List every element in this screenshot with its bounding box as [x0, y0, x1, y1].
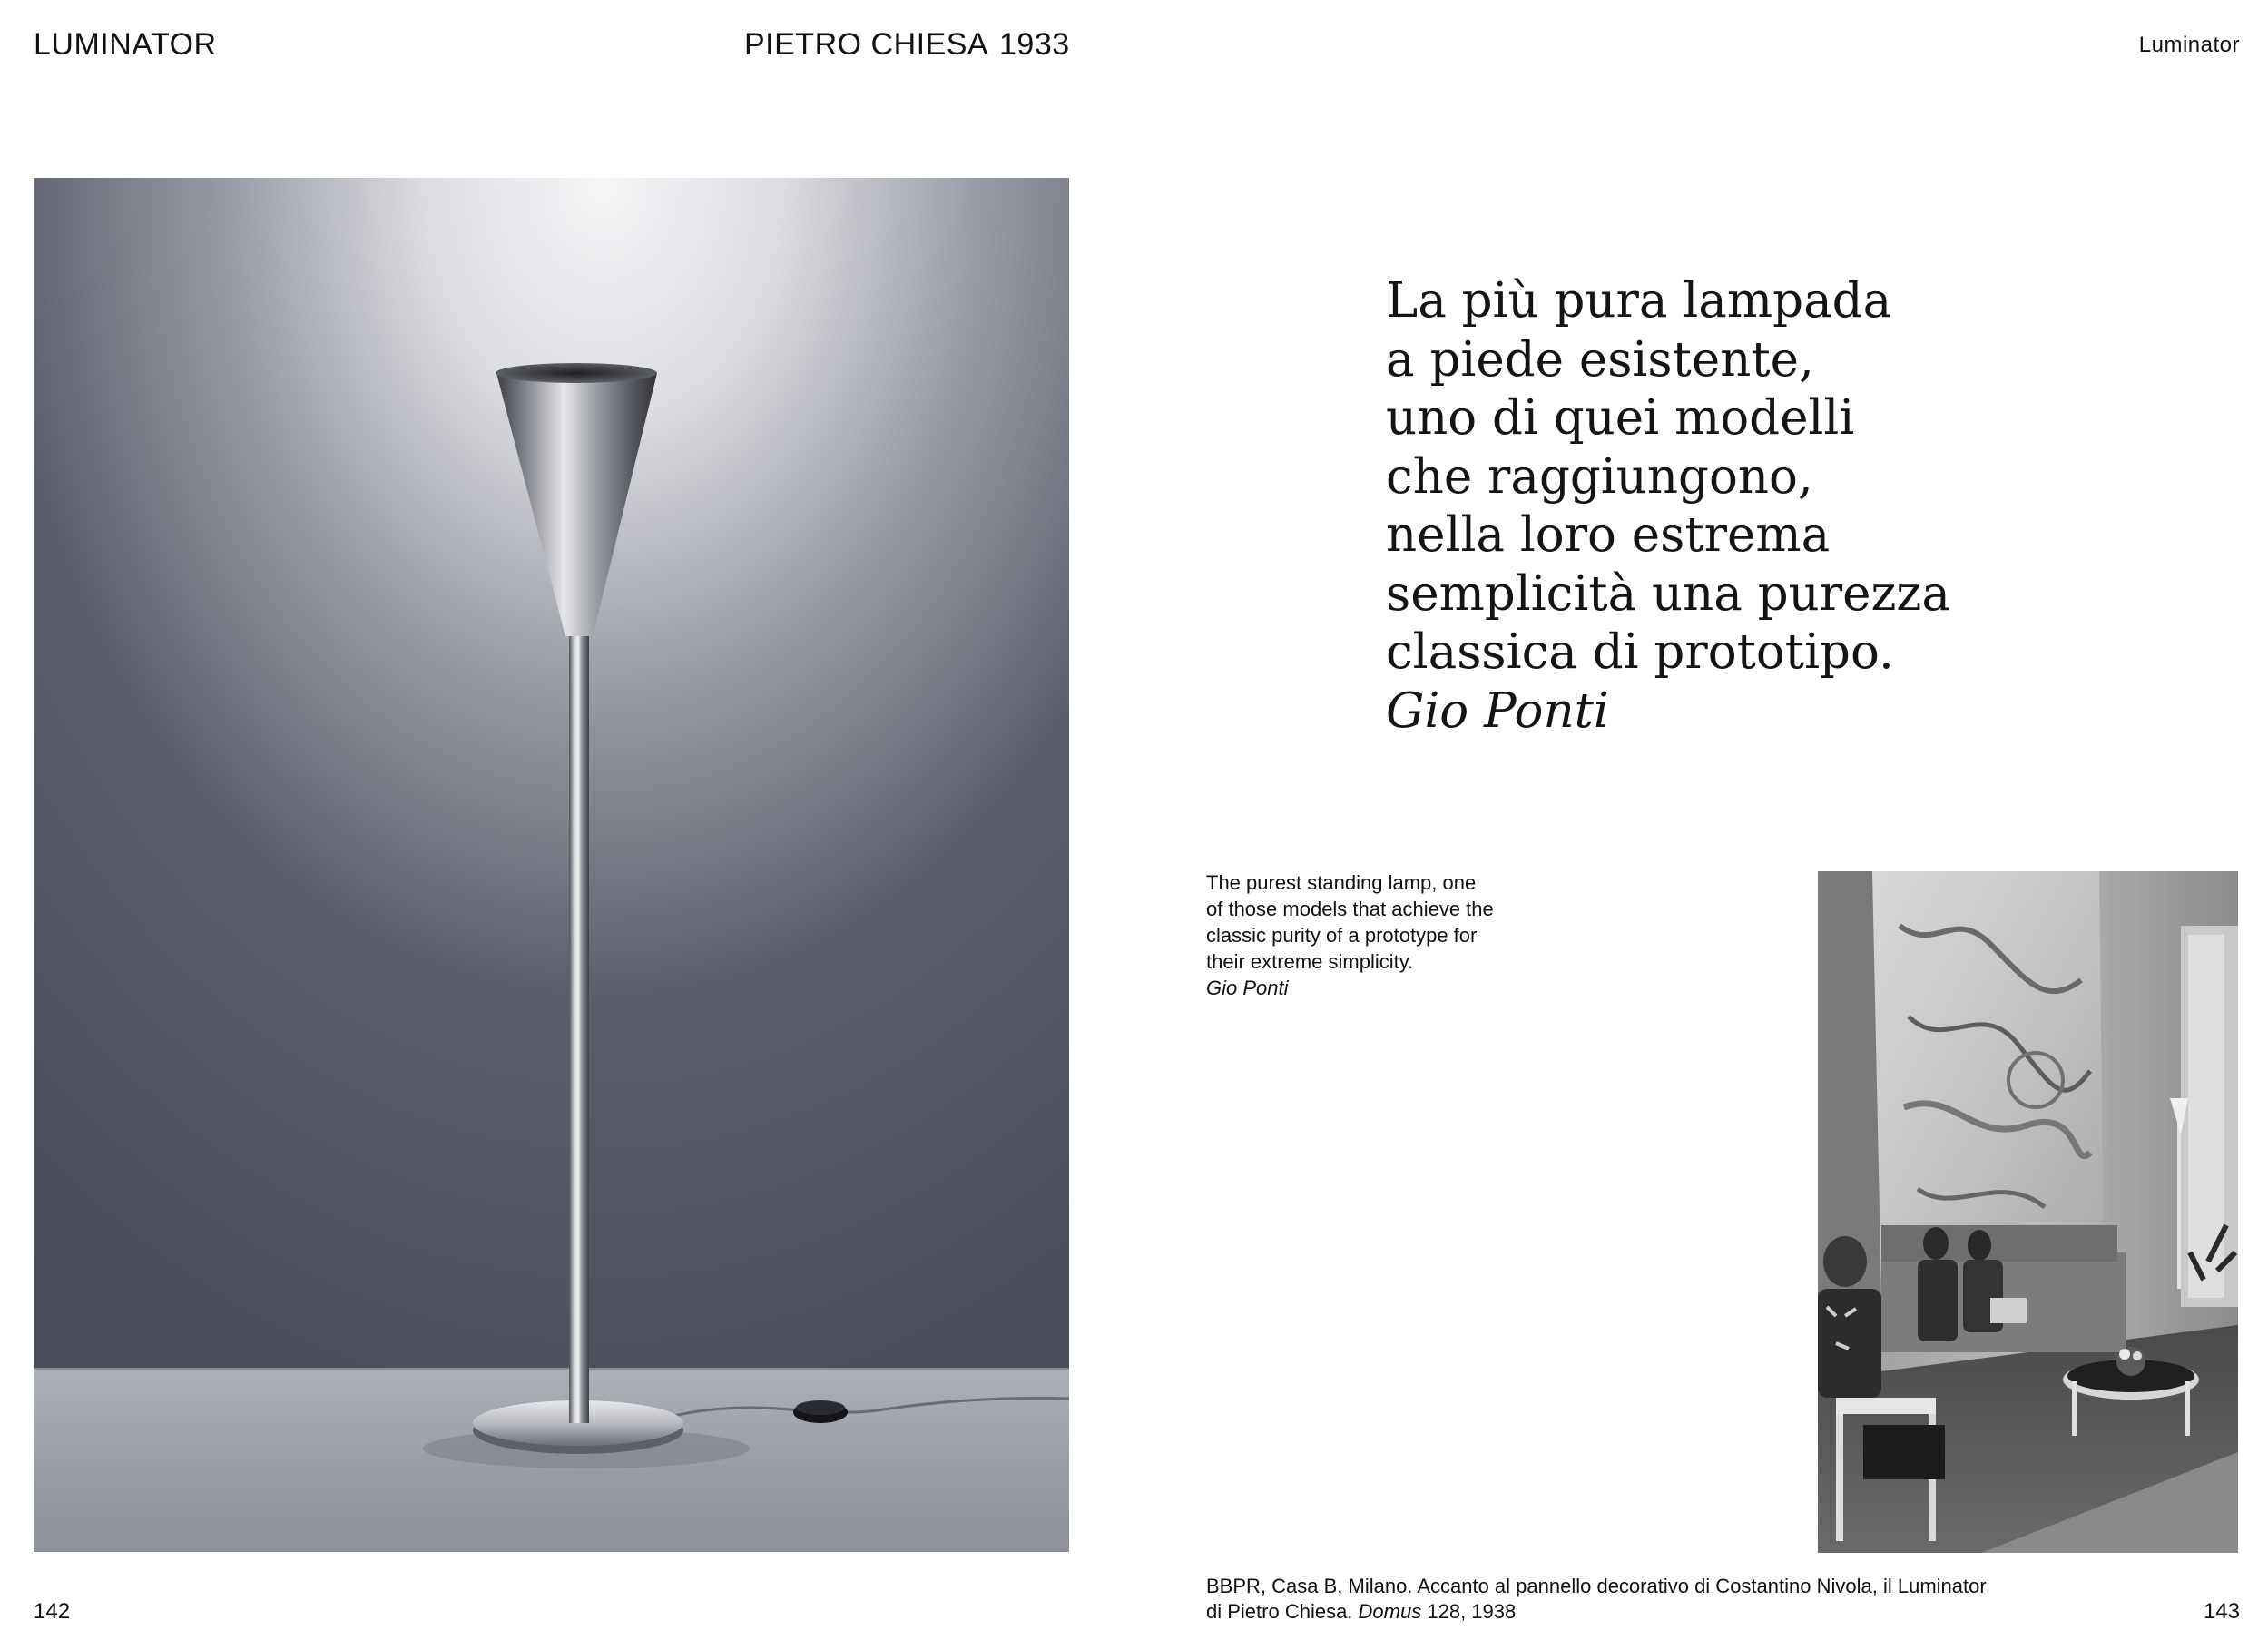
quote-line: nella loro estrema	[1386, 507, 1831, 563]
quote-line: La più pura lampada	[1386, 273, 1892, 329]
caption-credit: di Pietro Chiesa.	[1206, 1600, 1353, 1623]
quote-line: che raggiungono,	[1386, 448, 1813, 505]
translation-line: their extreme simplicity.	[1206, 950, 1414, 973]
quote-line: classica di prototipo.	[1386, 624, 1894, 680]
caption-line-1: BBPR, Casa B, Milano. Accanto al pannello decorativo di Costantino Nivola, il Luminator	[1206, 1575, 1987, 1597]
designer-name: PIETRO CHIESA	[744, 27, 989, 62]
english-translation	[1206, 869, 1569, 1001]
italian-quote	[1386, 272, 2021, 741]
quote-line: semplicità una purezza	[1386, 565, 1950, 622]
caption-magazine: Domus	[1358, 1600, 1422, 1623]
design-year: 1933	[999, 27, 1070, 62]
translation-line: of those models that achieve the	[1206, 898, 1494, 920]
historical-interior-photo	[1818, 871, 2238, 1553]
translation-line: The purest standing lamp, one	[1206, 871, 1477, 894]
quote-line: uno di quei modelli	[1386, 390, 1855, 446]
running-title-left: LUMINATOR	[34, 27, 217, 62]
caption-line-2	[1206, 1599, 2114, 1625]
page-number-right: 143	[2203, 1599, 2240, 1624]
running-title-right: Luminator	[2138, 33, 2240, 57]
translation-line: classic purity of a prototype for	[1206, 924, 1478, 947]
page-number-left: 142	[34, 1599, 71, 1624]
quote-line: a piede esistente,	[1386, 331, 1814, 388]
caption-issue: 128, 1938	[1427, 1600, 1517, 1623]
luminator-lamp-photo	[34, 178, 1069, 1552]
translation-author: Gio Ponti	[1206, 977, 1289, 999]
photo-caption	[1206, 1574, 2114, 1625]
quote-author: Gio Ponti	[1386, 683, 1609, 739]
